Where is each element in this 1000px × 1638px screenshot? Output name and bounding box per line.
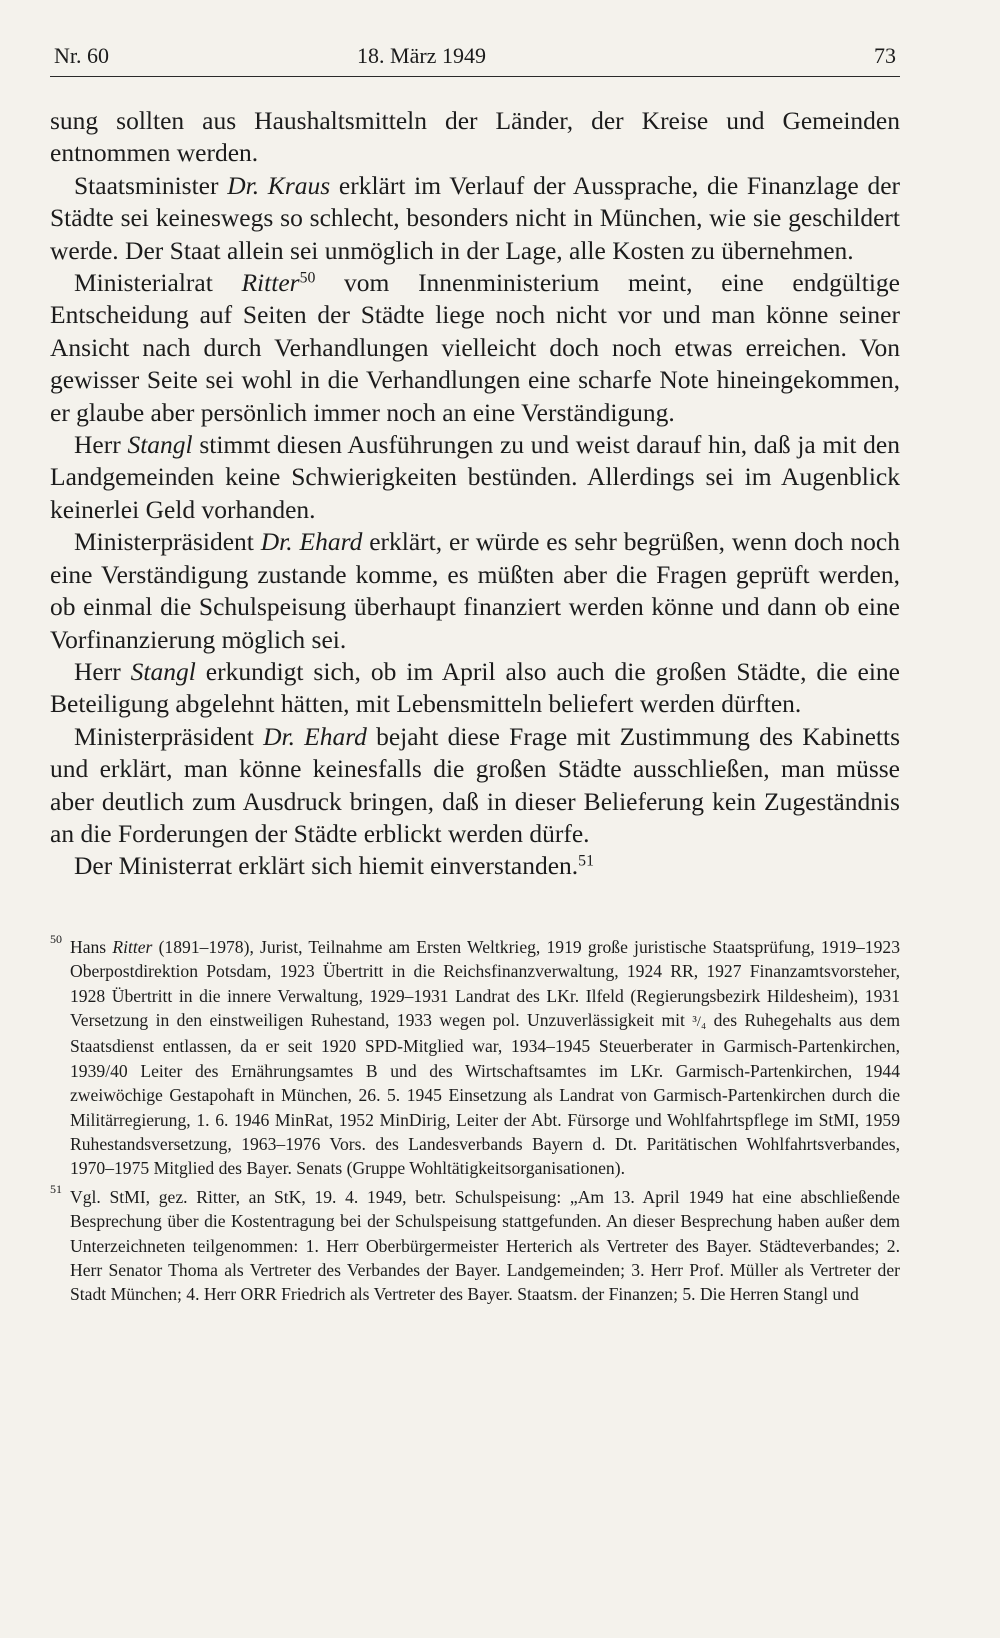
paragraph-1-text: sung sollten aus Haushaltsmitteln der Länder, der Kreise und Gemeinden entnommen werden.: [50, 106, 900, 168]
paragraph-4-text: stimmt diesen Ausführungen zu und weist darauf hin, daß ja mit den Landgemeinden keine Schwierigkeiten bestünden. Allerdings sei im Augenblick keinerlei Geld vorhanden.: [50, 430, 900, 524]
paragraph-2: [50, 170, 900, 267]
footnote-ref-50[interactable]: 50: [299, 269, 316, 287]
speaker-name: Stangl: [127, 430, 193, 460]
paragraph-1: [50, 105, 900, 170]
footnote-number: 50: [50, 931, 62, 946]
footnote-50-text-a: (1891–1978), Jurist, Teilnahme am Ersten Weltkrieg, 1919 große juristische Staatsprüfung, 1919–1923 Oberpostdirektion Potsdam, 1923 Übertritt in die Reichsfinanzverwaltung, 1924 RR, 1927 Finanzamtsvorsteher, 1928 Übertritt in die innere Verwaltung, 1929–1931 Landrat des LKr. Ilfeld (Regierungsbezirk Hildesheim), 1931 Versetzung in den einstweiligen Ruhestand, 1933 wegen pol. Unzuverlässigkeit mit: [70, 936, 900, 1030]
paragraph-7-lead: Ministerpräsident: [74, 721, 264, 751]
paragraph-2-lead: Staatsminister: [74, 170, 228, 200]
footnote-51: [50, 1181, 900, 1307]
paragraph-5: [50, 526, 900, 656]
fraction: ³/₄: [692, 1013, 707, 1030]
page-number: 73: [873, 43, 896, 68]
footnote-50: [50, 931, 900, 1181]
running-header: [50, 42, 900, 77]
footnote-50-lead: Hans: [70, 936, 113, 957]
speaker-name: Stangl: [130, 656, 196, 686]
issue-number: Nr. 60: [54, 43, 109, 68]
footnote-51-text: Vgl. StMI, gez. Ritter, an StK, 19. 4. 1949, betr. Schulspeisung: „Am 13. April 1949 hat eine abschließende Besprechung über die Kostentragung bei der Schulspeisung stattgefunden. An dieser Besprechung haben außer dem Unterzeichneten teilgenommen: 1. Herr Oberbürgermeister Herterich als Vertreter des Bayer. Städteverbandes; 2. Herr Senator Thoma als Vertreter des Verbandes der Bayer. Landgemeinden; 3. Herr Prof. Müller als Vertreter der Stadt München; 4. Herr ORR Friedrich als Vertreter des Bayer. Staatsm. der Finanzen; 5. Die Herren Stangl und: [70, 1186, 900, 1305]
paragraph-3-text: vom Innenministerium meint, eine endgültige Entscheidung auf Seiten der Städte liege noch nicht vor und man könne seiner Ansicht nach durch Verhandlungen vielleicht doch noch etwas erreichen. Von gewisser Seite sei wohl in die Verhandlungen eine scharfe Note hineingekommen, er glaube aber persönlich immer noch an eine Verständigung.: [50, 268, 900, 427]
speaker-name: Dr. Ehard: [263, 721, 367, 751]
paragraph-2-text: erklärt im Verlauf der Aussprache, die Finanzlage der Städte sei keineswegs so schlecht, besonders nicht in München, wie sie geschildert werde. Der Staat allein sei unmöglich in der Lage, alle Kosten zu übernehmen.: [50, 170, 900, 265]
paragraph-5-text: erklärt, er würde es sehr begrüßen, wenn doch noch eine Verständigung zustande komme, es müßten aber die Fragen geprüft werden, ob einmal die Schulspeisung überhaupt finanziert werden könne und dann ob eine Vorfinanzierung möglich sei.: [50, 527, 901, 654]
speaker-name: Dr. Kraus: [227, 170, 331, 200]
paragraph-8-text: Der Ministerrat erklärt sich hiemit einverstanden.: [74, 851, 579, 881]
footnote-50-text-b: des Ruhegehalts aus dem Staatsdienst entlassen, da er seit 1920 SPD-Mitglied war, 1934–1945 Steuerberater in Garmisch-Partenkirchen, 1939/40 Leiter des Ernährungsamtes B und des Wirtschaftsamtes im LKr. Garmisch-Partenkirchen, 1944 zweiwöchige Gestapohaft in München, 26. 5. 1945 Einsetzung als Landrat von Garmisch-Partenkirchen durch die Militärregierung, 1. 6. 1946 MinRat, 1952 MinDirig, Leiter der Abt. Fürsorge und Wohlfahrtspflege im StMI, 1959 Ruhestandsversetzung, 1963–1976 Vors. des Landesverbands Bayern d. Dt. Paritätischen Wohlfahrtsverbandes, 1970–1975 Mitglied des Bayer. Senats (Gruppe Wohltätigkeitsorganisationen).: [70, 1009, 900, 1179]
paragraph-6-lead: Herr: [74, 656, 131, 686]
paragraph-3: [50, 267, 900, 429]
person-name: Ritter: [112, 936, 153, 957]
session-date: 18. März 1949: [357, 43, 486, 68]
footnotes: [50, 931, 900, 1307]
speaker-name: Ritter: [241, 268, 300, 298]
paragraph-4: [50, 429, 900, 526]
paragraph-6: [50, 656, 900, 721]
paragraph-3-lead: Ministerialrat: [74, 268, 242, 298]
speaker-name: Dr. Ehard: [260, 527, 363, 557]
paragraph-7: [50, 721, 900, 851]
footnote-number: 51: [50, 1181, 62, 1196]
paragraph-7-text: bejaht diese Frage mit Zustimmung des Kabinetts und erklärt, man könne keinesfalls die großen Städte ausschließen, man müsse aber deutlich zum Ausdruck bringen, daß in dieser Belieferung kein Zugeständnis an die Forderungen der Städte erblickt werden dürfe.: [50, 721, 900, 848]
paragraph-4-lead: Herr: [74, 430, 128, 460]
paragraph-8: [50, 850, 900, 882]
footnote-ref-51[interactable]: 51: [578, 852, 594, 870]
paragraph-6-text: erkundigt sich, ob im April also auch die großen Städte, die eine Beteiligung abgelehnt hätten, mit Lebensmitteln beliefert werden dürften.: [50, 656, 900, 719]
main-text: [50, 105, 900, 883]
paragraph-5-lead: Ministerpräsident: [74, 527, 261, 557]
